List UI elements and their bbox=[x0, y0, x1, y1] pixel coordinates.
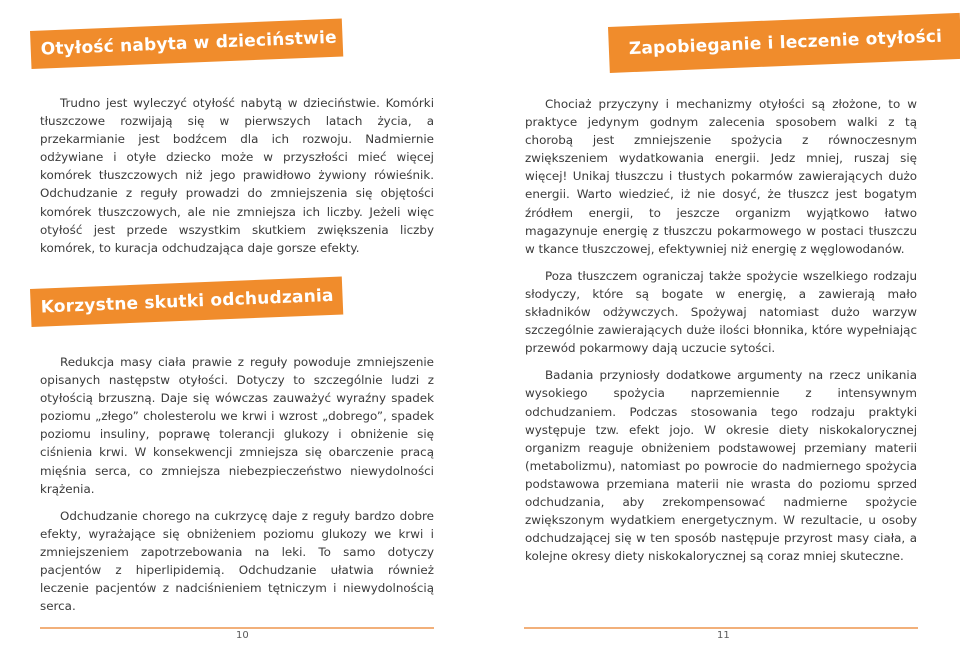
paragraph: Odchudzanie chorego na cukrzycę daje z reguły bardzo dobre efekty, wyrażające się obniżeniem poziomu glukozy we krwi i zmniejszeniem zapotrzebowania na leki. To samo dotyczy pacjentów z hiperlipidemią. Odchudzanie ułatwia również leczenie pacjentów z nadciśnieniem tętniczym i niewydolnością serca. bbox=[40, 508, 434, 614]
paragraph: Trudno jest wyleczyć otyłość nabytą w dzieciństwie. Komórki tłuszczowe rozwijają się w pierwszych latach życia, a przekarmianie jest bodźcem dla ich rozwoju. Nadmiernie odżywiane i otyłe dziecko może w przyszłości mieć więcej komórek tłuszczowych niż jego prawidłowo żywiony rówieśnik. Odchudzanie z reguły prowadzi do zmniejszenia się objętości komórek tłuszczowych, ale nie zmniejsza ich liczby. Jeżeli więc otyłość jest przede wszystkim skutkiem zwiększenia liczby komórek, to kuracja odchudzająca daje gorsze efekty. bbox=[40, 96, 434, 255]
heading-zapobieganie bbox=[608, 13, 960, 73]
paragraph: Poza tłuszczem ograniczaj także spożycie wszelkiego rodzaju słodyczy, które są bogate w energię, a zawierają mało składników odżywczych. Spożywaj natomiast dużo warzyw szczególnie zawierających duże ilości błonnika, które wypełniając przewód pokarmowy dają uczucie sytości. bbox=[525, 268, 917, 356]
footer-rule-left bbox=[40, 627, 434, 629]
page-number-left: 10 bbox=[230, 630, 255, 641]
section-otylosc-nabyta bbox=[40, 94, 434, 257]
section-korzystne-skutki bbox=[40, 353, 434, 615]
page-number-right: 11 bbox=[711, 630, 736, 641]
heading-text: Korzystne skutki odchudzania bbox=[40, 285, 335, 318]
heading-korzystne-skutki bbox=[30, 276, 343, 326]
heading-text: Otyłość nabyta w dzieciństwie bbox=[40, 27, 338, 60]
heading-otylosc-nabyta bbox=[30, 18, 343, 68]
heading-text: Zapobieganie i leczenie otyłości bbox=[628, 26, 943, 60]
paragraph: Chociaż przyczyny i mechanizmy otyłości są złożone, to w praktyce jedynym godnym zalecenia sposobem walki z tą chorobą jest zmniejszenie spożycia z równoczesnym zwiększeniem wydatkowania energii. Jedz mniej, ruszaj się więcej! Unikaj tłuszczu i tłustych pokarmów zawierających dużo energii. Warto wiedzieć, iż nie dosyć, że tłuszcz jest bogatym źródłem energii, to jeszcze organizm wyjątkowo łatwo magazynuje energię z tłuszczu pokarmowego w postaci tłuszczu w tkance tłuszczowej, efektywniej niż energię z węglowodanów. bbox=[525, 97, 917, 256]
footer-rule-right bbox=[524, 627, 918, 629]
section-zapobieganie bbox=[525, 95, 917, 565]
paragraph: Badania przyniosły dodatkowe argumenty na rzecz unikania wysokiego spożycia naprzemiennie z intensywnym odchudzaniem. Podczas stosowania tego rodzaju praktyki występuje tzw. efekt jojo. W okresie diety niskokalorycznej organizm reaguje obniżeniem podstawowej przemiany materii (metabolizmu), natomiast po powrocie do nadmiernego spożycia podstawowa przemiana materii nie wrasta do poziomu sprzed odchudzania, aby zrekompensować nadmierne spożycie zwiększonym wydatkiem energetycznym. W rezultacie, u osoby odchudzającej się w ten sposób następuje przyrost masy ciała, a kolejne okresy diety niskokalorycznej są coraz mniej skuteczne. bbox=[525, 368, 917, 564]
paragraph: Redukcja masy ciała prawie z reguły powoduje zmniejszenie opisanych następstw otyłości. Dotyczy to szczególnie ludzi z otyłością brzuszną. Daje się wówczas zauważyć wyraźny spadek poziomu „złego” cholesterolu we krwi i wzrost „dobrego”, spadek poziomu insuliny, poprawę tolerancji glukozy i obniżenie się ciśnienia krwi. W konsekwencji zmniejsza się obarczenie pracą mięśnia serca, co zmniejsza niebezpieczeństwo niewydolności krążenia. bbox=[40, 355, 434, 496]
